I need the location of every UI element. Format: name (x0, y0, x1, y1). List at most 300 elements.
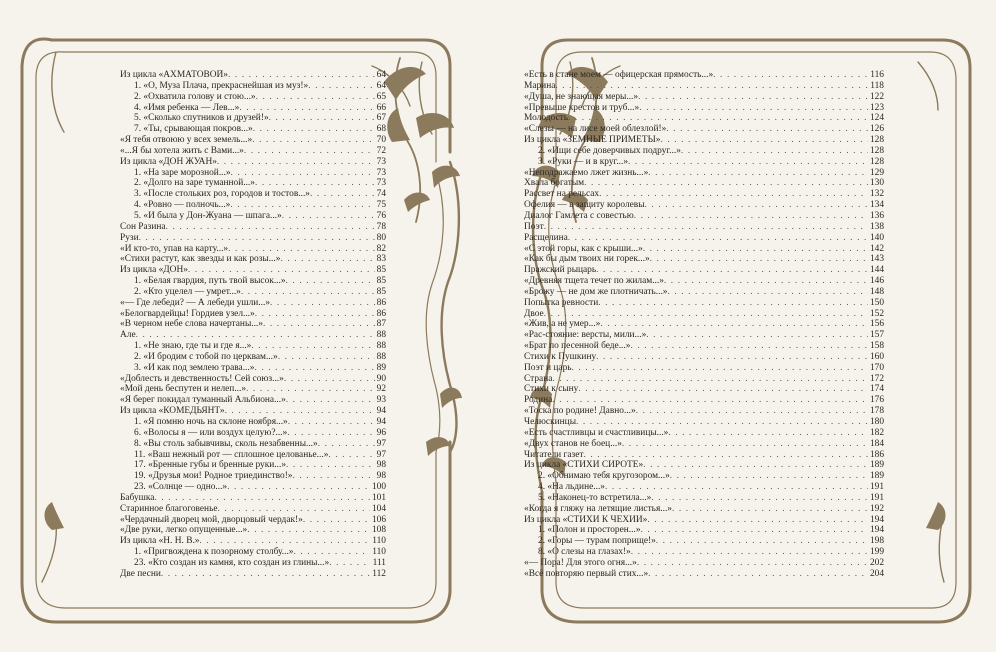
toc-entry (120, 341, 386, 352)
toc-entry-title: 3. «И как под землею трава...» (134, 362, 255, 373)
dot-leader (252, 135, 374, 146)
toc-entry-page: 176 (869, 395, 884, 406)
toc-entry-title: 2. «Горы — турам поприще!» (538, 536, 656, 547)
toc-entry-title: «Жив, а не умер...» (524, 319, 601, 330)
dot-leader (630, 341, 868, 352)
toc-entry (120, 135, 386, 146)
toc-entry-title: Из цикла «Н. Н. В.» (120, 536, 200, 547)
toc-entry-page: 93 (376, 395, 386, 406)
toc-entry-page: 85 (376, 286, 386, 297)
dot-leader (303, 515, 370, 526)
toc-entry (120, 168, 386, 179)
toc-entry (524, 450, 884, 461)
toc-entry-page: 73 (376, 167, 386, 178)
toc-entry-title: Диалог Гамлета с совестью (524, 210, 634, 221)
toc-entry-page: 158 (869, 341, 884, 352)
toc-entry (524, 417, 884, 428)
toc-entry (524, 395, 884, 406)
toc-entry-page: 148 (869, 286, 884, 297)
dot-leader (647, 515, 868, 526)
toc-entry-page: 199 (869, 547, 884, 558)
toc-entry (524, 525, 884, 536)
toc-entry (120, 244, 386, 255)
toc-entry-title: 1. «Пригвождена к позорному столбу...» (134, 547, 294, 558)
toc-entry (120, 103, 386, 114)
dot-leader (239, 103, 374, 114)
toc-entry-page: 126 (869, 124, 884, 135)
toc-entry-title: Поэт и царь (524, 362, 572, 373)
toc-entry-title: Хвала богатым (524, 178, 585, 189)
dot-leader (199, 536, 370, 547)
dot-leader (544, 309, 868, 320)
toc-entry-title: Але (120, 330, 136, 341)
toc-entry-title: Старинное благоговенье (120, 503, 218, 514)
toc-entry (524, 439, 884, 450)
toc-entry (524, 406, 884, 417)
toc-entry-title: «В черном небе слова начертаны...» (120, 319, 263, 330)
toc-entry-page: 194 (869, 514, 884, 525)
toc-entry-title: Пражский рыцарь (524, 265, 597, 276)
toc-entry-title: «Когда я гляжу на летящие листья...» (524, 503, 672, 514)
dot-leader (651, 493, 868, 504)
dot-leader (328, 450, 374, 461)
dot-leader (666, 124, 868, 135)
toc-entry (524, 124, 884, 135)
dot-leader (596, 352, 868, 363)
toc-entry (120, 200, 386, 211)
toc-entry-page: 144 (869, 265, 884, 276)
dot-leader (672, 504, 868, 515)
dot-leader (308, 81, 374, 92)
toc-entry (120, 233, 386, 244)
toc-entry-page: 85 (376, 265, 386, 276)
dot-leader (568, 113, 868, 124)
toc-entry (524, 81, 884, 92)
toc-entry-page: 73 (376, 178, 386, 189)
toc-entry-title: 2. «Обнимаю тебя кругозором...» (538, 471, 670, 482)
toc-entry (524, 200, 884, 211)
toc-entry-page: 80 (376, 232, 386, 243)
dot-leader (270, 298, 375, 309)
toc-entry (524, 276, 884, 287)
toc-entry-page: 152 (869, 308, 884, 319)
dot-leader (217, 157, 375, 168)
toc-entry (524, 309, 884, 320)
dot-leader (650, 254, 868, 265)
toc-entry-page: 128 (869, 135, 884, 146)
dot-leader (636, 406, 868, 417)
toc-entry-page: 186 (869, 449, 884, 460)
toc-entry (524, 265, 884, 276)
dot-leader (639, 103, 868, 114)
dot-leader (246, 384, 375, 395)
toc-entry-title: Бабушка (120, 492, 155, 503)
toc-entry-title: «Рас-стояние: версты, мили...» (524, 330, 647, 341)
toc-entry (524, 352, 884, 363)
toc-entry-title: 1. «Я помню ночь на склоне ноября...» (134, 417, 288, 427)
toc-entry (524, 146, 884, 157)
toc-entry-title: Молодость (524, 113, 568, 124)
toc-entry (120, 493, 386, 504)
toc-entry-page: 128 (869, 156, 884, 167)
toc-entry-page: 123 (869, 102, 884, 113)
toc-entry-page: 136 (869, 210, 884, 221)
dot-leader (139, 233, 375, 244)
toc-entry-title: Две песни (120, 568, 161, 579)
toc-entry (120, 254, 386, 265)
dot-leader (638, 92, 868, 103)
toc-entry-page: 189 (869, 460, 884, 471)
dot-leader (286, 395, 375, 406)
toc-entry-page: 94 (376, 417, 386, 427)
toc-entry-title: 4. «На льдине...» (538, 482, 605, 493)
toc-entry-title: «Есть счастливцы и счастливицы...» (524, 427, 669, 438)
toc-entry-title: «С этой горы, как с крыши...» (524, 243, 643, 254)
dot-leader (605, 482, 868, 493)
dot-leader (280, 254, 374, 265)
toc-entry-title: Читатели газет (524, 449, 584, 460)
toc-entry (120, 178, 386, 189)
toc-entry-page: 68 (376, 124, 386, 135)
toc-entry (524, 113, 884, 124)
dot-leader (218, 504, 370, 515)
dot-leader (161, 569, 370, 580)
dot-leader (228, 70, 375, 81)
toc-entry-title: Рассвет на рельсах (524, 189, 600, 200)
toc-entry-title: 6. «Волосы я — или воздух целую?...» (134, 427, 288, 438)
toc-entry (120, 569, 386, 580)
toc-entry (120, 352, 386, 363)
dot-leader (664, 276, 868, 287)
toc-entry-title: «Неподражаемо лжет жизнь...» (524, 167, 649, 178)
toc-entry-page: 92 (376, 384, 386, 395)
toc-entry (120, 395, 386, 406)
toc-entry (524, 233, 884, 244)
toc-entry-page: 143 (869, 254, 884, 265)
toc-entry-page: 67 (376, 113, 386, 124)
dot-leader (555, 81, 868, 92)
dot-leader (584, 450, 868, 461)
dot-leader (310, 189, 375, 200)
toc-entry-page: 189 (869, 471, 884, 482)
toc-entry-page: 104 (371, 503, 386, 514)
toc-entry-page: 90 (376, 373, 386, 384)
toc-entry-title: «Древняя тщета течет по жилам...» (524, 276, 664, 287)
toc-entry-title: Страна (524, 373, 553, 384)
toc-entry-page: 138 (869, 221, 884, 232)
toc-entry (524, 189, 884, 200)
toc-entry-page: 89 (376, 362, 386, 373)
toc-entry-title: «Я берег покидал туманный Альбиона...» (120, 395, 286, 406)
dot-leader (263, 319, 375, 330)
toc-entry (524, 493, 884, 504)
toc-entry (120, 536, 386, 547)
toc-entry-title: 1. «Полон и просторен...» (538, 525, 641, 536)
toc-entry-title: 1. «Не знаю, где ты и где я...» (134, 341, 252, 352)
toc-entry-page: 75 (376, 200, 386, 211)
toc-entry-page: 191 (869, 482, 884, 493)
toc-entry-page: 198 (869, 536, 884, 547)
toc-entry-title: «Душа, не знающая меры...» (524, 91, 639, 102)
toc-entry-page: 88 (376, 341, 386, 352)
toc-entry-title: Родина (524, 395, 553, 406)
toc-entry-page: 108 (371, 525, 386, 536)
toc-entry-title: Челюскинцы (524, 417, 577, 427)
toc-entry-page: 182 (869, 427, 884, 438)
toc-entry (524, 428, 884, 439)
dot-leader (628, 157, 868, 168)
toc-entry (120, 515, 386, 526)
toc-entry-title: Из цикла «ДОН» (120, 265, 188, 276)
toc-entry-title: Сон Разина (120, 221, 166, 232)
toc-entry (524, 460, 884, 471)
dot-leader (166, 222, 375, 233)
dot-leader (670, 471, 868, 482)
toc-entry (120, 157, 386, 168)
toc-entry-page: 98 (376, 471, 386, 482)
toc-entry-title: «Двух станов не боец...» (524, 438, 622, 449)
toc-entry-page: 97 (376, 438, 386, 449)
dot-leader (552, 374, 868, 385)
toc-entry-page: 76 (376, 210, 386, 221)
toc-entry-page: 157 (869, 330, 884, 341)
dot-leader (552, 395, 868, 406)
toc-entry (524, 471, 884, 482)
toc-entry-title: «Как бы дым твоих ни горек...» (524, 254, 650, 265)
dot-leader (637, 558, 868, 569)
dot-leader (634, 211, 868, 222)
toc-entry (524, 547, 884, 558)
toc-entry-title: «Слезы — на лисе моей облезлой!» (524, 124, 667, 135)
toc-entry-title: 3. «После стольких роз, городов и тостов...» (134, 189, 310, 200)
toc-entry-page: 172 (869, 373, 884, 384)
toc-entry-title: «Брат по песенной беде...» (524, 341, 631, 352)
toc-entry (524, 168, 884, 179)
toc-entry-page: 82 (376, 243, 386, 254)
toc-entry-title: 11. «Ваш нежный рот — сплошное целованье...» (134, 449, 329, 460)
toc-entry-page: 191 (869, 492, 884, 503)
toc-entry (120, 276, 386, 287)
toc-entry (524, 135, 884, 146)
toc-entry (524, 374, 884, 385)
toc-entry (120, 504, 386, 515)
toc-entry-title: 17. «Бренные губы и бренные руки...» (134, 460, 287, 471)
dot-leader (269, 113, 375, 124)
toc-entry-page: 101 (371, 492, 386, 503)
toc-entry-title: «Стихи растут, как звезды и как розы...» (120, 254, 281, 265)
dot-leader (631, 547, 868, 558)
toc-entry-title: «Две руки, легко опущенные...» (120, 525, 248, 536)
dot-leader (254, 363, 374, 374)
toc-entry-page: 124 (869, 113, 884, 124)
dot-leader (288, 417, 375, 428)
toc-entry-title: 4. «Имя ребенка — Лев...» (134, 102, 240, 113)
toc-entry-page: 65 (376, 91, 386, 102)
toc-list-left (120, 70, 386, 580)
toc-entry-title: «Доблесть и девственность! Сей союз...» (120, 373, 284, 384)
toc-entry (524, 558, 884, 569)
toc-entry-title: 19. «Друзья мои! Родное триединство!» (134, 471, 293, 482)
toc-entry (120, 482, 386, 493)
toc-entry-page: 112 (372, 568, 386, 579)
toc-entry (120, 558, 386, 569)
dot-leader (596, 265, 868, 276)
toc-entry (524, 92, 884, 103)
toc-entry-page: 72 (376, 145, 386, 156)
dot-leader (256, 92, 375, 103)
toc-entry-title: 4. «Ровно — полночь...» (134, 200, 231, 211)
toc-entry-title: 5. «И была у Дон-Жуана — шпага...» (134, 210, 282, 221)
toc-entry-page: 78 (376, 221, 386, 232)
toc-entry (120, 211, 386, 222)
dot-leader (668, 428, 868, 439)
toc-entry-title: 2. «Долго на заре туманной...» (134, 178, 255, 189)
dot-leader (251, 341, 374, 352)
toc-entry (524, 103, 884, 114)
toc-entry-title: Из цикла «КОМЕДЬЯНТ» (120, 406, 225, 417)
toc-entry (524, 384, 884, 395)
toc-entry-title: 2. «И бродим с тобой по церквам...» (134, 351, 278, 362)
dot-leader (648, 569, 868, 580)
toc-entry (120, 81, 386, 92)
toc-entry (120, 124, 386, 135)
toc-entry (524, 515, 884, 526)
toc-entry (120, 450, 386, 461)
toc-entry-page: 97 (376, 449, 386, 460)
dot-leader (681, 146, 868, 157)
toc-entry-page: 85 (376, 276, 386, 287)
toc-entry-page: 140 (869, 232, 884, 243)
toc-entry-page: 83 (376, 254, 386, 265)
dot-leader (227, 482, 370, 493)
right-page (518, 22, 980, 634)
toc-entry-title: 5. «Наконец-то встретила...» (538, 492, 652, 503)
dot-leader (286, 276, 375, 287)
toc-entry (120, 319, 386, 330)
toc-entry (120, 363, 386, 374)
toc-entry-title: «И кто-то, упав на карту...» (120, 243, 229, 254)
left-page (12, 22, 474, 634)
toc-entry-page: 64 (376, 80, 386, 91)
toc-entry-title: Рузи (120, 232, 139, 243)
dot-leader (568, 233, 868, 244)
toc-entry-title: 1. «Белая гвардия, путь твой высок...» (134, 276, 286, 287)
toc-entry-page: 66 (376, 102, 386, 113)
dot-leader (584, 178, 868, 189)
dot-leader (230, 200, 374, 211)
dot-leader (641, 525, 868, 536)
toc-entry (524, 298, 884, 309)
toc-entry (120, 525, 386, 536)
toc-entry-page: 88 (376, 351, 386, 362)
toc-entry-page: 178 (869, 406, 884, 417)
toc-entry (120, 374, 386, 385)
dot-leader (656, 536, 868, 547)
toc-entry (120, 460, 386, 471)
toc-entry-page: 110 (372, 547, 386, 558)
dot-leader (329, 558, 370, 569)
toc-entry-title: «Белогвардейцы! Гордиев узел...» (120, 308, 255, 319)
dot-leader (646, 330, 868, 341)
toc-entry-page: 180 (869, 417, 884, 427)
toc-entry (524, 178, 884, 189)
toc-entry-title: Стихи к сыну (524, 384, 579, 395)
toc-entry-page: 111 (372, 557, 386, 568)
toc-entry-title: «— Пора! Для этого огня...» (524, 557, 637, 568)
toc-entry-page: 96 (376, 427, 386, 438)
toc-entry-page: 132 (869, 189, 884, 200)
toc-entry (524, 482, 884, 493)
dot-leader (668, 287, 868, 298)
dot-leader (622, 439, 868, 450)
toc-entry-page: 122 (869, 91, 884, 102)
toc-entry (120, 417, 386, 428)
toc-entry-title: Из цикла «СТИХИ СИРОТЕ» (524, 460, 644, 471)
toc-entry (120, 439, 386, 450)
toc-entry-page: 192 (869, 503, 884, 514)
toc-entry-page: 130 (869, 178, 884, 189)
dot-leader (244, 146, 375, 157)
toc-entry (524, 287, 884, 298)
toc-entry-page: 70 (376, 135, 386, 146)
dot-leader (286, 460, 375, 471)
dot-leader (572, 363, 868, 374)
dot-leader (282, 211, 375, 222)
toc-list-right (524, 70, 884, 580)
toc-entry (120, 330, 386, 341)
dot-leader (643, 460, 868, 471)
toc-entry-title: 8. «Вы столь забывчивы, сколь незабвенны...» (134, 438, 318, 449)
toc-entry-title: «...Я бы хотела жить с Вами...» (120, 145, 244, 156)
toc-entry-page: 110 (372, 536, 386, 547)
toc-entry-page: 94 (376, 406, 386, 417)
toc-entry-title: «Всё повторяю первый стих...» (524, 568, 649, 579)
toc-entry-page: 86 (376, 297, 386, 308)
toc-entry-title: 23. «Солнце — одно...» (134, 482, 228, 493)
dot-leader (228, 244, 375, 255)
dot-leader (713, 70, 868, 81)
dot-leader (255, 309, 375, 320)
dot-leader (544, 222, 868, 233)
toc-entry (120, 471, 386, 482)
toc-entry (524, 504, 884, 515)
toc-entry-page: 184 (869, 438, 884, 449)
toc-entry (524, 254, 884, 265)
toc-entry (120, 146, 386, 157)
toc-entry-title: 7. «Ты, срывающая покров...» (134, 124, 253, 135)
toc-entry-title: 3. «Руки — и в круг...» (538, 156, 629, 167)
toc-entry (524, 70, 884, 81)
toc-entry-title: Стихи к Пушкину (524, 351, 597, 362)
dot-leader (284, 374, 375, 385)
toc-entry (524, 319, 884, 330)
toc-entry-title: 2. «Ищи себе доверчивых подруг...» (538, 145, 681, 156)
toc-entry (120, 428, 386, 439)
toc-entry-page: 98 (376, 460, 386, 471)
toc-entry-title: «— Где лебеди? — А лебеди ушли...» (120, 297, 271, 308)
toc-entry-title: 5. «Сколько спутников и друзей!» (134, 113, 269, 124)
toc-entry-title: «Мой день беспутен и нелеп...» (120, 384, 247, 395)
toc-entry-title: 2. «Кто уцелел — умрет...» (134, 286, 241, 297)
toc-entry (524, 330, 884, 341)
toc-entry-page: 150 (869, 297, 884, 308)
toc-entry-page: 202 (869, 557, 884, 568)
toc-entry (120, 189, 386, 200)
dot-leader (318, 439, 375, 450)
toc-entry (120, 222, 386, 233)
toc-entry (524, 341, 884, 352)
dot-leader (253, 124, 375, 135)
